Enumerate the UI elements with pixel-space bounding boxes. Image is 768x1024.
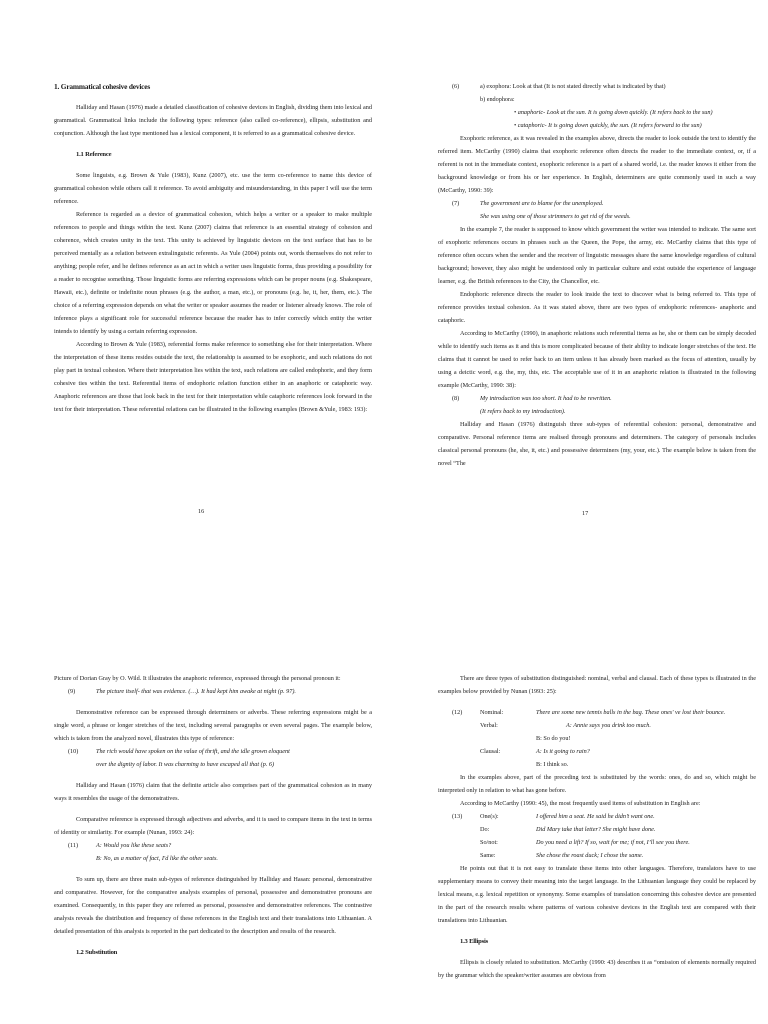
example-number: (12) <box>452 709 463 716</box>
subsection-heading: 1.1 Reference <box>76 151 112 158</box>
page-16 <box>54 80 372 416</box>
example-line: My introduction was too short. It had to be rewritten. <box>480 395 612 402</box>
example-6 <box>438 80 756 132</box>
page-number: 16 <box>198 508 205 515</box>
paragraph: In the examples above, part of the preceding text is substituted by the words: ones, do and so, which might be interpreted only in relation to what has gone before. <box>438 774 756 794</box>
example-number: (8) <box>452 395 460 402</box>
example-line: The government are to blame for the unemployed. <box>480 200 604 207</box>
example-line: B: I think so. <box>536 761 569 768</box>
paragraph: To sum up, there are three main sub-types of reference distinguished by Halliday and Hasan: personal, demonstrative and comparative. However, for the comparative analysis examples of personal, possessive and demonstrative pronouns are examined. Consequently, in this paper they are referred as personal, possessive and demonstrative references. The contrastive analysis reveals the distribution and frequency of these references in the English text and their translations into Lithuanian. A detailed presentation of this analysis is reported in the part dedicated to the description and results of the research. <box>54 876 372 935</box>
paragraph: Halliday and Hasan (1976) claim that the definite article also comprises part of the grammatical cohesion as in many ways it resembles the usage of the demonstratives. <box>54 782 372 802</box>
section-heading: 1. Grammatical cohesive devices <box>54 82 151 91</box>
example-7 <box>438 197 756 223</box>
page-19 <box>438 672 756 982</box>
paragraph: There are three types of substitution distinguished: nominal, verbal and clausal. Each of these types is illustrated in the examples below provided by Nunan (1993: 25): <box>438 675 756 695</box>
example-line: (It refers back to my introduction). <box>480 408 566 415</box>
example-line: She was using one of those strimmers to get rid of the weeds. <box>480 213 631 220</box>
paragraph: Exophoric reference, as it was revealed in the examples above, directs the reader to look outside the text to identify the referred item. McCarthy (1990) claims that exophoric reference often directs the reader to the immediate context, or, if a referent is not in the immediate context, exophoric reference is a part of a shared world, i.e. the reader knows it either from the background knowledge or from his or her experience. In English, determiners are quite commonly used in such a way (McCarthy, 1990: 39): <box>438 135 756 194</box>
paragraph: Some linguists, e.g. Brown & Yule (1983), Kunz (2007), etc. use the term co-reference to name this device of grammatical cohesion while others call it reference. To avoid ambiguity and misunderstanding, in this paper I will use the term reference. <box>54 172 372 205</box>
paragraph: In the example 7, the reader is supposed to know which government the writer was intended to indicate. The same sort of exophoric references occurs in phrases such as the Queen, the Pope, the army, etc. McCarthy claims that this type of reference often occurs when the sender and the receiver of linguistic messages share the same knowledge regardless of cultural background; however, they also might be understood only in particular culture and exist outside the experience of language learner, e.g. the British references to the City, the Chancellor, etc. <box>438 226 756 285</box>
page-17 <box>438 80 756 470</box>
example-line: B: So do you! <box>536 735 571 742</box>
example-line: over the dignity of labor. It was charming to have escaped all that (p. 6) <box>96 761 275 768</box>
paragraph: Reference is regarded as a device of grammatical cohesion, which helps a writer or a speaker to make multiple references to people and things within the text. Kunz (2007) claims that reference is an essential strategy of cohesion and coherence, which creates unity in the text. This unity is achieved by linguistic devices on the text surface that has to be perceived mentally as a relation between extralinguistic referents. As Yule (2004) points out, words themselves do not refer to anything; people refer, and he defines reference as an act in which a writer uses linguistic forms, thus providing a possibility for a reader to recognise something. Those linguistic forms are referring expressions which can be proper nouns (e.g. Shakespeare, Hawaii, etc.), definite or indefinite noun phrases (e.g. the author, a man, etc.), or pronouns (e.g. he, it, her, them, etc.). The choice of a referring expression depends on what the writer or speaker assumes the reader or listener already knows. The role of inference plays a significant role for successful reference because the reader has to infer correctly which entity the writer intends to identify by using a certain referring expression. <box>54 211 372 335</box>
example-10 <box>54 745 372 771</box>
example-number: (6) <box>452 83 460 90</box>
paragraph: According to McCarthy (1990: 45), the most frequently used items of substitution in English are: <box>460 800 701 807</box>
example-line: She chose the roast duck; I chose the same. <box>536 852 644 859</box>
paragraph: Ellipsis is closely related to substitution. McCarthy (1990: 43) describes it as “omission of elements normally required by the grammar which the speaker/writer assumes are obvious from <box>438 959 756 979</box>
subsection-heading: 1.3 Ellipsis <box>460 938 489 945</box>
paragraph: Comparative reference is expressed through adjectives and adverbs, and it is used to compare items in the text in terms of identity or similarity. For example (Nunan, 1993: 24): <box>54 816 372 836</box>
example-line: A: Would you like these seats? <box>96 842 172 849</box>
example-number: (11) <box>68 842 79 849</box>
example-line: I offered him a seat. He said he didn’t want one. <box>536 813 655 820</box>
example-9 <box>54 685 372 698</box>
example-line: Did Mary take that letter? She might have done. <box>536 826 656 833</box>
example-line: Do you need a lift? If so, wait for me; if not, I’ll see you there. <box>536 839 690 846</box>
paragraph: Halliday and Hasan (1976) distinguish three sub-types of referential cohesion: personal, demonstrative and comparative. Personal reference items are realised through pronouns and determiners. The category of personals includes classical personal pronouns (he, she, it, etc.) and possessive determiners (my, your, etc.). The example below is taken from the novel “The <box>438 421 756 467</box>
page-number: 17 <box>582 510 589 517</box>
paragraph: According to McCarthy (1990), in anaphoric relations such referential items as he, she or them can be simply decoded while to identify such items as it and this is more complicated because of their ability to indicate longer stretches of the text. He claims that it cannot be used to refer back to an item unless it has already been marked as the focus of attention, usually by using a deictic word, e.g. the, my, this, etc. The acceptable use of it in an anaphoric relation is illustrated in the following example (McCarthy, 1990: 38): <box>438 330 756 389</box>
example-line: A: Annie says you drink too much. <box>566 722 651 729</box>
paragraph: According to Brown & Yule (1983), referential forms make reference to something else for their interpretation. Where the interpretation of these items resides outside the text, the relationship is assumed to be exophoric, and such relations do not play part in textual cohesion. Where their interpretation lies within the text, such relations are called endophoric, and they form cohesive ties within the text. Referential items of endophoric relation function either in an anaphoric or cataphoric way. Anaphoric references are those that look back in the text for their interpretation while cataphoric references look forward in the text for their interpretation. These referential relations can be illustrated in the following examples (Brown &Yule, 1983: 193): <box>54 341 372 413</box>
subsection-heading: 1.2 Substitution <box>76 949 118 956</box>
bullet-item: • anaphoric- Look at the sun. It is going down quickly. (It refers back to the sun) <box>514 109 713 116</box>
bullet-item: • cataphoric- It is going down quickly, the sun. (It refers forward to the sun) <box>514 122 702 129</box>
example-label: So/not: <box>480 839 498 846</box>
example-number: (13) <box>452 813 463 820</box>
paragraph: Picture of Dorian Gray by O. Wild. It illustrates the anaphoric reference, expressed through the personal pronoun it: <box>54 675 341 682</box>
example-number: (10) <box>68 748 79 755</box>
example-line: A: Is it going to rain? <box>536 748 590 755</box>
example-label: Nominal: <box>480 709 504 716</box>
example-line: The picture itself- that was evidence. (…). It had kept him awake at night (p. 97). <box>96 688 296 695</box>
example-label: Verbal: <box>480 722 498 729</box>
example-label: Do: <box>480 826 490 833</box>
example-number: (7) <box>452 200 460 207</box>
example-13 <box>438 810 756 862</box>
example-line: There are some new tennis balls in the bag. These ones' ve lost their bounce. <box>536 709 726 716</box>
example-12 <box>438 706 756 771</box>
paragraph: Endophoric reference directs the reader to look inside the text to discover what is being referred to. This type of reference provides textual cohesion. As it was stated above, there are two types of endophoric references- anaphoric and cataphoric. <box>438 291 756 324</box>
example-label: One(s): <box>480 813 499 820</box>
example-line: The rich would have spoken on the value of thrift, and the idle grown eloquent <box>96 748 290 755</box>
example-label: Same: <box>480 852 496 859</box>
example-11 <box>54 839 372 865</box>
example-label: Clausal: <box>480 748 501 755</box>
paragraph: He points out that it is not easy to translate these items into other languages. Therefore, translators have to use supplementary means to convey their meaning into the target language. In the Lithuanian language they could be replaced by lexical means, e.g. lexical repetition or synonymy. Some examples of translation concerning this cohesive device are presented in the part of the research results where patterns of various cohesive devices in the English text are compared with their translations into Lithuanian. <box>438 865 756 924</box>
page-18 <box>54 672 372 967</box>
example-line: a) exophora: Look at that (It is not stated directly what is indicated by that) <box>480 83 666 90</box>
example-number: (9) <box>68 688 76 695</box>
example-line: b) endophora: <box>480 96 515 103</box>
example-line: B: No, as a matter of fact, I'd like the other seats. <box>96 855 218 862</box>
paragraph: Demonstrative reference can be expressed through determiners or adverbs. These referring expressions might be a single word, a phrase or longer stretches of the text, including several paragraphs or even several pages. The example below, which is taken from the analyzed novel, illustrates this type of reference: <box>54 709 372 742</box>
paragraph: Halliday and Hasan (1976) made a detailed classification of cohesive devices in English, dividing them into lexical and grammatical. Grammatical links include the following types: reference (also called co-reference), ellipsis, substitution and conjunction. Although the last type mentioned has a lexical component, it is referred to as a grammatical cohesive device. <box>54 104 372 137</box>
example-8 <box>438 392 756 418</box>
